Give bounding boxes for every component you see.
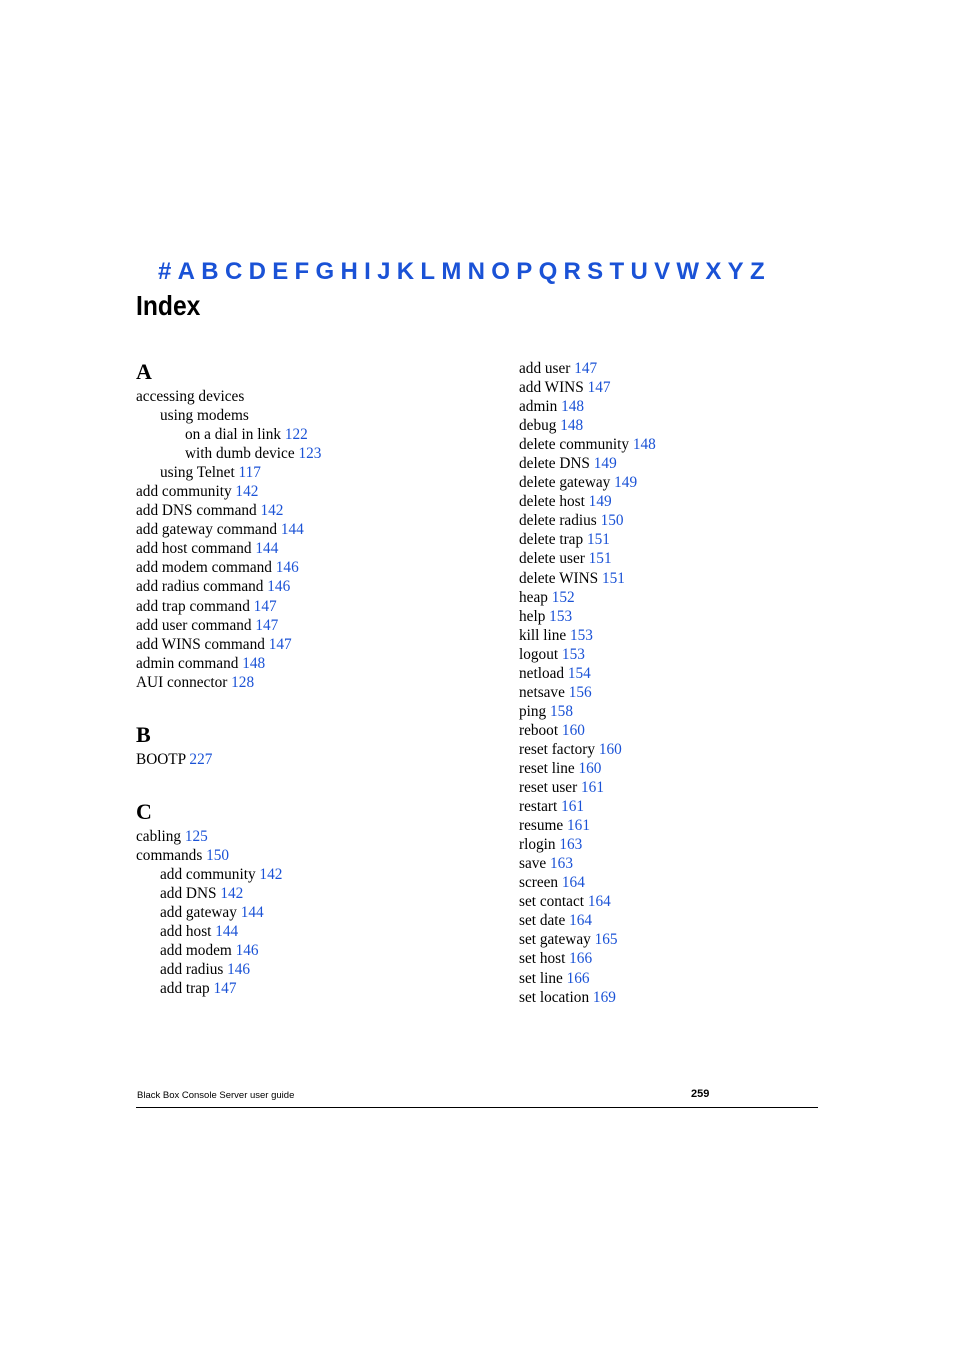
page-link[interactable]: 165 [594,931,618,949]
alpha-link[interactable]: M [441,258,462,285]
index-subentry: add community 142 [160,865,283,883]
index-subentry: reset user 161 [519,779,604,797]
index-subentry: add modem 146 [160,942,259,960]
page-link[interactable]: 125 [184,827,208,845]
index-subentry: set gateway 165 [519,931,618,949]
index-subentry: netsave 156 [519,683,592,701]
index-subentry: ping 158 [519,702,573,720]
index-subentry: save 163 [519,855,573,873]
alpha-link[interactable]: Z [749,258,765,285]
index-subentry: delete community 148 [519,436,656,454]
index-subentry: reset line 160 [519,759,602,777]
index-subentry: delete trap 151 [519,531,610,549]
page-link[interactable]: 142 [260,502,284,520]
section-letter-b: B [136,721,151,747]
alpha-link[interactable]: O [491,258,510,285]
alpha-link[interactable]: X [705,258,722,285]
page-link[interactable]: 147 [213,980,237,998]
page-link[interactable]: 142 [235,483,259,501]
index-subentry: add radius 146 [160,961,251,979]
page-link[interactable]: 153 [570,626,593,644]
alpha-link[interactable]: F [294,258,310,285]
index-subentry: help 153 [519,607,573,625]
alpha-link[interactable]: D [248,258,266,285]
index-subentry: delete radius 150 [519,512,624,530]
index-subentry: on a dial in link 122 [185,426,308,444]
index-subentry: set location 169 [519,988,616,1006]
page-link[interactable]: 146 [267,578,291,596]
index-subentry: reboot 160 [519,721,585,739]
index-entry: add community 142 [136,483,259,501]
index-column-right [519,359,849,1007]
alpha-link[interactable]: J [377,258,391,285]
page-link[interactable]: 144 [255,540,279,558]
page-link[interactable]: 148 [560,417,584,435]
index-entry: commands 150 [136,846,230,864]
page-title: Index [136,290,201,321]
alpha-link[interactable]: I [364,258,371,285]
footer-divider [136,1107,818,1108]
alpha-link[interactable]: B [201,258,219,285]
page-link[interactable]: 147 [268,635,292,653]
index-subentry: add gateway 144 [160,903,264,921]
alpha-link[interactable]: E [272,258,289,285]
index-subentry: delete user 151 [519,550,612,568]
index-subentry: add WINS 147 [519,379,611,397]
page-link[interactable]: 122 [284,426,308,444]
index-subentry: reset factory 160 [519,740,622,758]
index-subentry: resume 161 [519,817,590,835]
alpha-link[interactable]: V [654,258,671,285]
page-link[interactable]: 148 [242,654,266,672]
page-link[interactable]: 144 [215,923,239,941]
page-link[interactable]: 147 [253,597,277,615]
page-link[interactable]: 164 [561,874,585,892]
page-link[interactable]: 151 [586,531,610,549]
alpha-link[interactable]: C [224,258,243,285]
section-gap [136,692,496,720]
index-subentry: rlogin 163 [519,836,583,854]
section-gap [136,769,496,797]
alpha-link[interactable]: P [516,258,533,285]
page-link[interactable]: 149 [588,493,612,511]
index-subentry: add trap 147 [160,980,237,998]
index-entry: accessing devices [136,388,245,405]
alpha-link[interactable]: Y [727,258,744,285]
index-entry: add host command 144 [136,540,279,558]
page-link[interactable]: 163 [550,855,573,873]
alpha-link[interactable]: K [396,258,415,285]
index-subentry: set date 164 [519,912,593,930]
page-link[interactable]: 152 [551,588,575,606]
page-link[interactable]: 227 [189,750,213,768]
alpha-link[interactable]: N [467,258,485,285]
index-subentry: kill line 153 [519,626,593,644]
index-column-left [136,357,496,998]
alpha-link[interactable]: T [609,258,625,285]
index-subentry: set contact 164 [519,893,611,911]
page-link[interactable]: 151 [601,569,625,587]
page-link[interactable]: 117 [238,464,261,482]
page-link[interactable]: 160 [598,740,622,758]
index-entry: add gateway command 144 [136,521,304,539]
index-subentry: using Telnet 117 [160,464,261,482]
index-entry: add trap command 147 [136,597,277,615]
index-subentry: add DNS 142 [160,884,244,902]
alphabet-nav [158,258,771,290]
page-link[interactable]: 144 [280,521,304,539]
page-link[interactable]: 144 [240,903,264,921]
page-link[interactable]: 166 [566,969,590,987]
index-subentry: add user 147 [519,360,598,377]
section-letter-a: A [136,359,152,384]
alpha-link[interactable]: R [563,258,581,285]
index-entry: add radius command 146 [136,578,291,596]
index-subentry: admin 148 [519,398,585,416]
page-link[interactable]: 153 [549,607,573,625]
alpha-link[interactable]: G [315,258,335,285]
index-entry: BOOTP 227 [136,750,213,768]
index-subentry: debug 148 [519,417,584,435]
page-link[interactable]: 160 [578,759,602,777]
alpha-link[interactable]: A [177,258,195,285]
index-entry: add user command 147 [136,616,279,634]
page-link[interactable]: 147 [255,616,279,634]
index-subentry: screen 164 [519,874,585,892]
footer-page-number: 259 [691,1088,710,1100]
index-entry: add modem command 146 [136,559,299,577]
index-entry: add WINS command 147 [136,635,292,653]
page-link[interactable]: 149 [593,455,617,473]
page-link[interactable]: 150 [206,846,230,864]
page-link[interactable]: 153 [561,645,585,663]
index-subentry: netload 154 [519,664,591,682]
page-link[interactable]: 147 [574,360,598,377]
page-link[interactable]: 150 [600,512,624,530]
index-subentry: heap 152 [519,588,575,606]
footer-doc-title: Black Box Console Server user guide [137,1090,295,1101]
page-link[interactable]: 164 [569,912,593,930]
page-link[interactable]: 149 [614,474,638,492]
index-subentry: delete host 149 [519,493,612,511]
index-subentry: using modems [160,407,249,425]
page-link[interactable]: 151 [588,550,612,568]
alpha-link[interactable]: Q [538,258,558,285]
page-link[interactable]: 156 [568,683,592,701]
page-link[interactable]: 161 [581,779,604,797]
page-link[interactable]: 146 [235,942,259,960]
alpha-link[interactable]: U [630,258,648,285]
index-subentry: restart 161 [519,798,585,816]
page-link[interactable]: 147 [587,379,611,397]
page-link[interactable]: 161 [567,817,590,835]
page-link[interactable]: 161 [561,798,585,816]
page-link[interactable]: 169 [592,988,616,1006]
index-subentry: add host 144 [160,923,239,941]
alpha-link[interactable]: H [340,258,358,285]
page-link[interactable]: 164 [587,893,611,911]
index-subentry: logout 153 [519,645,585,663]
page-link[interactable]: 163 [559,836,583,854]
index-entry: add DNS command 142 [136,502,284,520]
index-subentry: with dumb device 123 [185,445,322,463]
page-link[interactable]: 142 [220,884,244,902]
page-link[interactable]: 154 [567,664,591,682]
page-link[interactable]: 123 [298,445,322,463]
index-subentry: delete WINS 151 [519,569,625,587]
index-subentry: set line 166 [519,969,590,987]
index-subentry: delete gateway 149 [519,474,638,492]
page-link[interactable]: 166 [569,950,593,968]
section-letter-c: C [136,798,152,824]
page-link[interactable]: 146 [227,961,251,979]
alpha-link[interactable]: L [420,258,436,285]
alpha-link[interactable]: # [158,258,172,285]
page-link[interactable]: 148 [561,398,585,416]
page-link[interactable]: 160 [561,721,585,739]
page-link[interactable]: 128 [231,673,255,691]
index-entry: cabling 125 [136,827,208,845]
page-link[interactable]: 158 [550,702,573,720]
alpha-link[interactable]: W [676,258,700,285]
index-entry: AUI connector 128 [136,673,255,691]
index-subentry: set host 166 [519,950,593,968]
index-subentry: delete DNS 149 [519,455,617,473]
page-link[interactable]: 142 [259,865,283,883]
alpha-link[interactable]: S [587,258,604,285]
page-link[interactable]: 148 [632,436,656,454]
index-entry: admin command 148 [136,654,266,672]
page-link[interactable]: 146 [275,559,299,577]
